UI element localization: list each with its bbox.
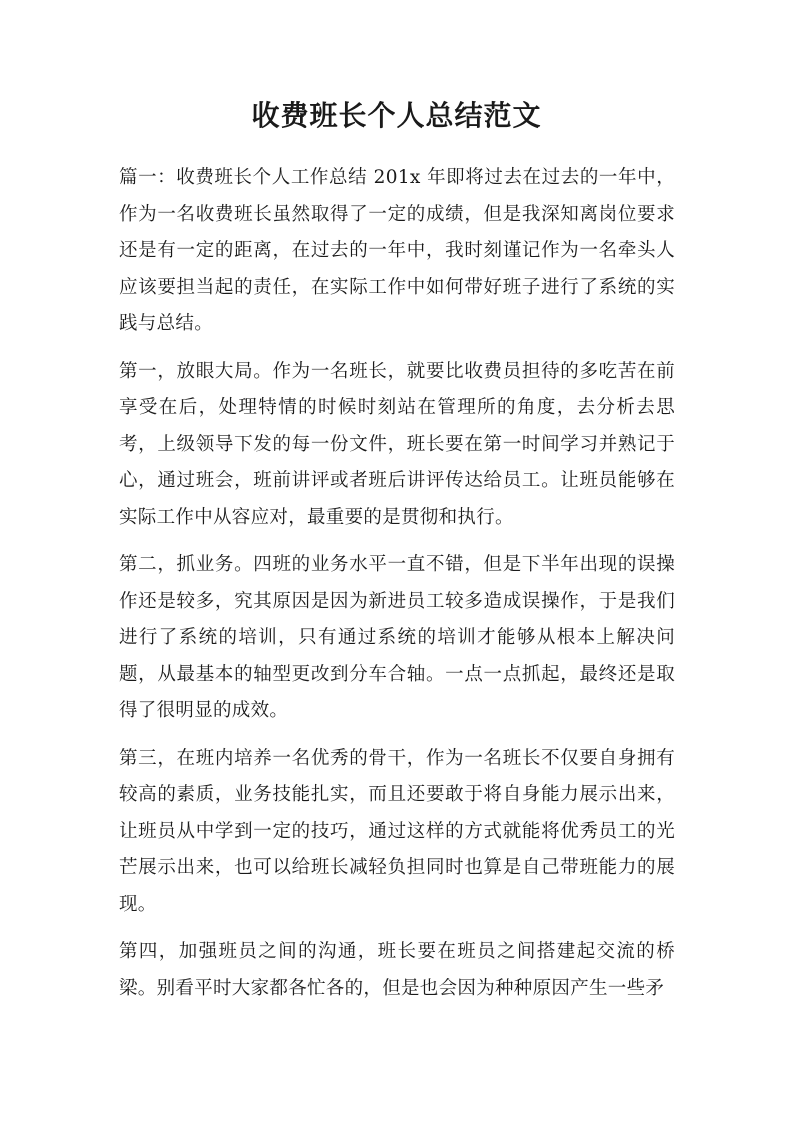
paragraph-5: 第四，加强班员之间的沟通，班长要在班员之间搭建起交流的桥梁。别看平时大家都各忙各的，但是也会因为种种原因产生一些矛 [119,941,675,999]
document-body [119,160,675,1018]
paragraph-3: 第二，抓业务。四班的业务水平一直不错，但是下半年出现的误操作还是较多，究其原因是因为新进员工较多造成误操作，于是我们进行了系统的培训，只有通过系统的培训才能够从根本上解决问题，从最基本的轴型更改到分车合轴。一点一点抓起，最终还是取得了很明显的成效。 [119,554,675,721]
paragraph-1: 篇一：收费班长个人工作总结 201x 年即将过去在过去的一年中，作为一名收费班长虽然取得了一定的成绩，但是我深知离岗位要求还是有一定的距离，在过去的一年中，我时刻谨记作为一名牵头人应该要担当起的责任，在实际工作中如何带好班子进行了系统的实践与总结。 [119,167,675,334]
document-title: 收费班长个人总结范文 [251,99,542,132]
paragraph-2: 第一，放眼大局。作为一名班长，就要比收费员担待的多吃苦在前享受在后，处理特情的时候时刻站在管理所的角度，去分析去思考，上级领导下发的每一份文件，班长要在第一时间学习并熟记于心，通过班会，班前讲评或者班后讲评传达给员工。让班员能够在实际工作中从容应对，最重要的是贯彻和执行。 [119,360,675,528]
paragraph-4: 第三，在班内培养一名优秀的骨干，作为一名班长不仅要自身拥有较高的素质，业务技能扎实，而且还要敢于将自身能力展示出来，让班员从中学到一定的技巧，通过这样的方式就能将优秀员工的光芒展示出来，也可以给班长减轻负担同时也算是自己带班能力的展现。 [119,747,675,915]
